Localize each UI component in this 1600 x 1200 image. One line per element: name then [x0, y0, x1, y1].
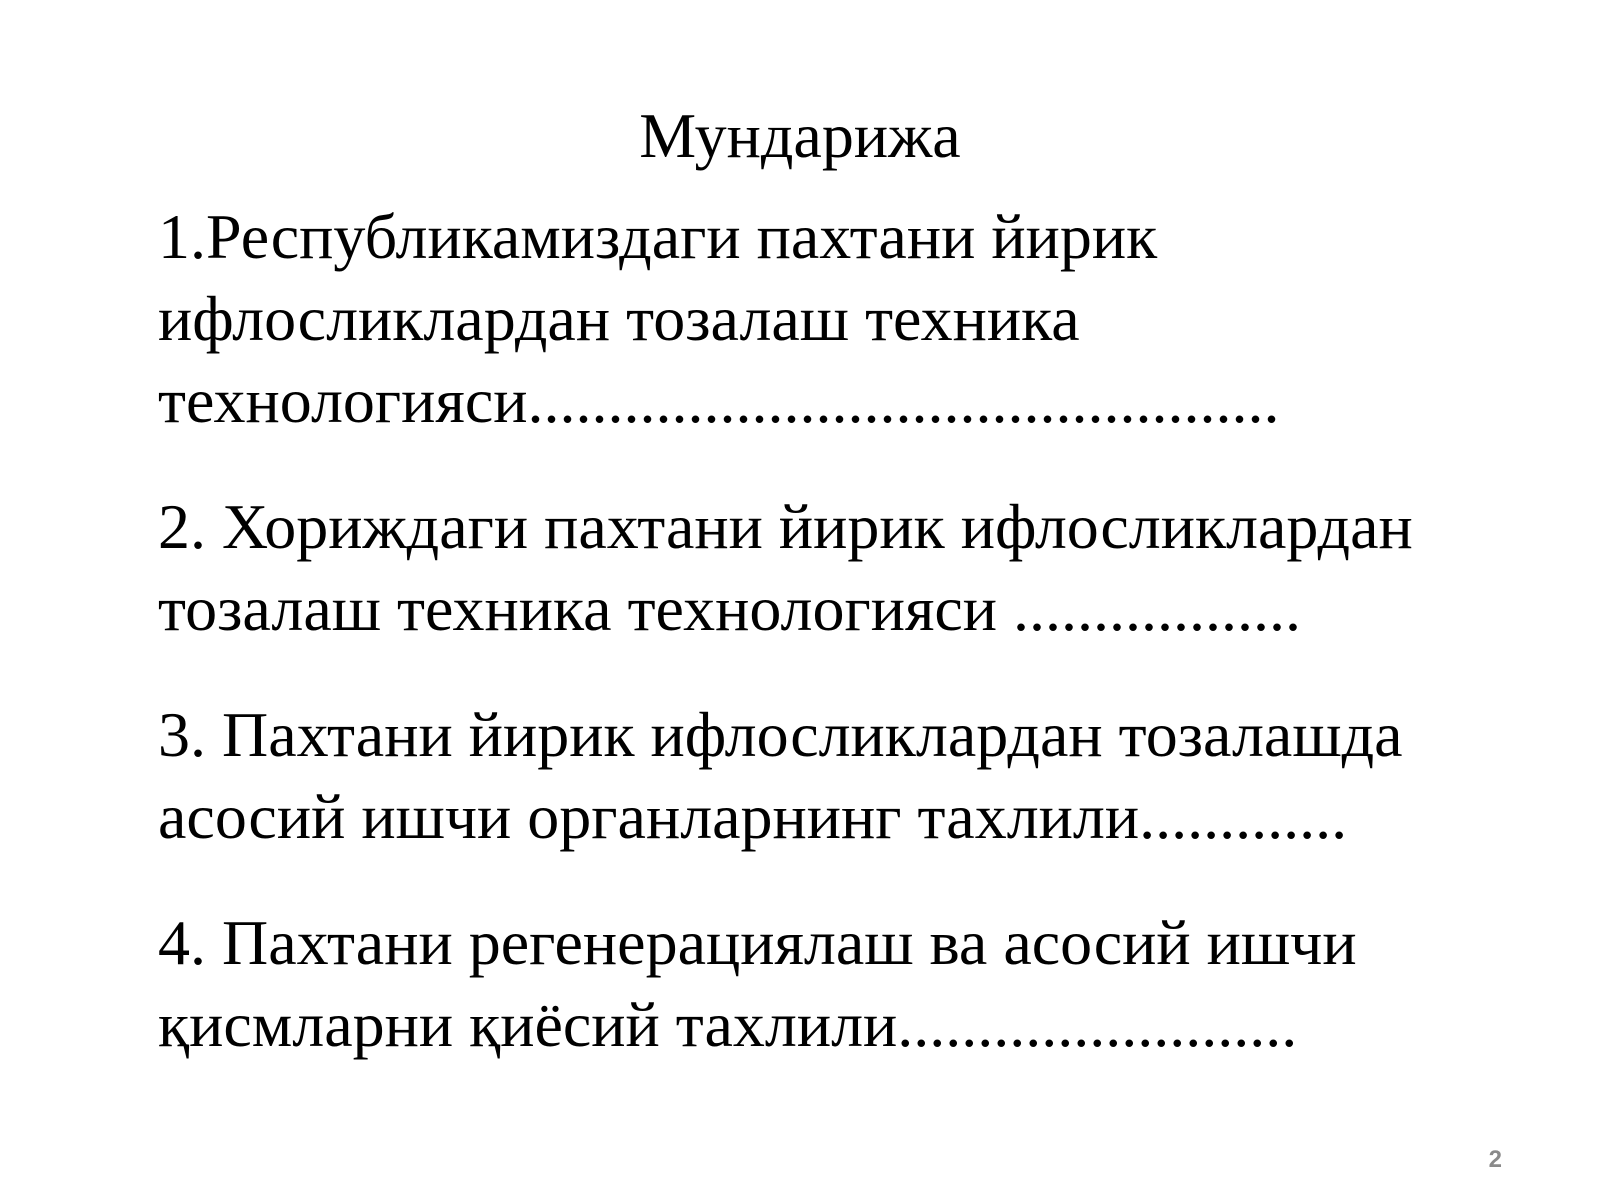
- slide-title: Мундарижа: [639, 100, 961, 171]
- toc-item-4: 4. Пахтани регенерациялаш ва асосий ишчи қисмларни қиёсий тахлили.........................: [158, 907, 1357, 1060]
- toc-item-3: 3. Пахтани йирик ифлосликлардан тозалашда асосий ишчи органларнинг тахлили.............: [158, 699, 1403, 852]
- page-number: 2: [1488, 1146, 1502, 1173]
- toc-item-1: 1.Республикамиздаги пахтани йирик ифлосликлардан тозалаш техника технологияси...............................................: [158, 201, 1280, 436]
- table-of-contents: [158, 196, 1498, 1110]
- toc-item-2: 2. Хориждаги пахтани йирик ифлосликлардан тозалаш техника технологияси ..................: [158, 491, 1413, 644]
